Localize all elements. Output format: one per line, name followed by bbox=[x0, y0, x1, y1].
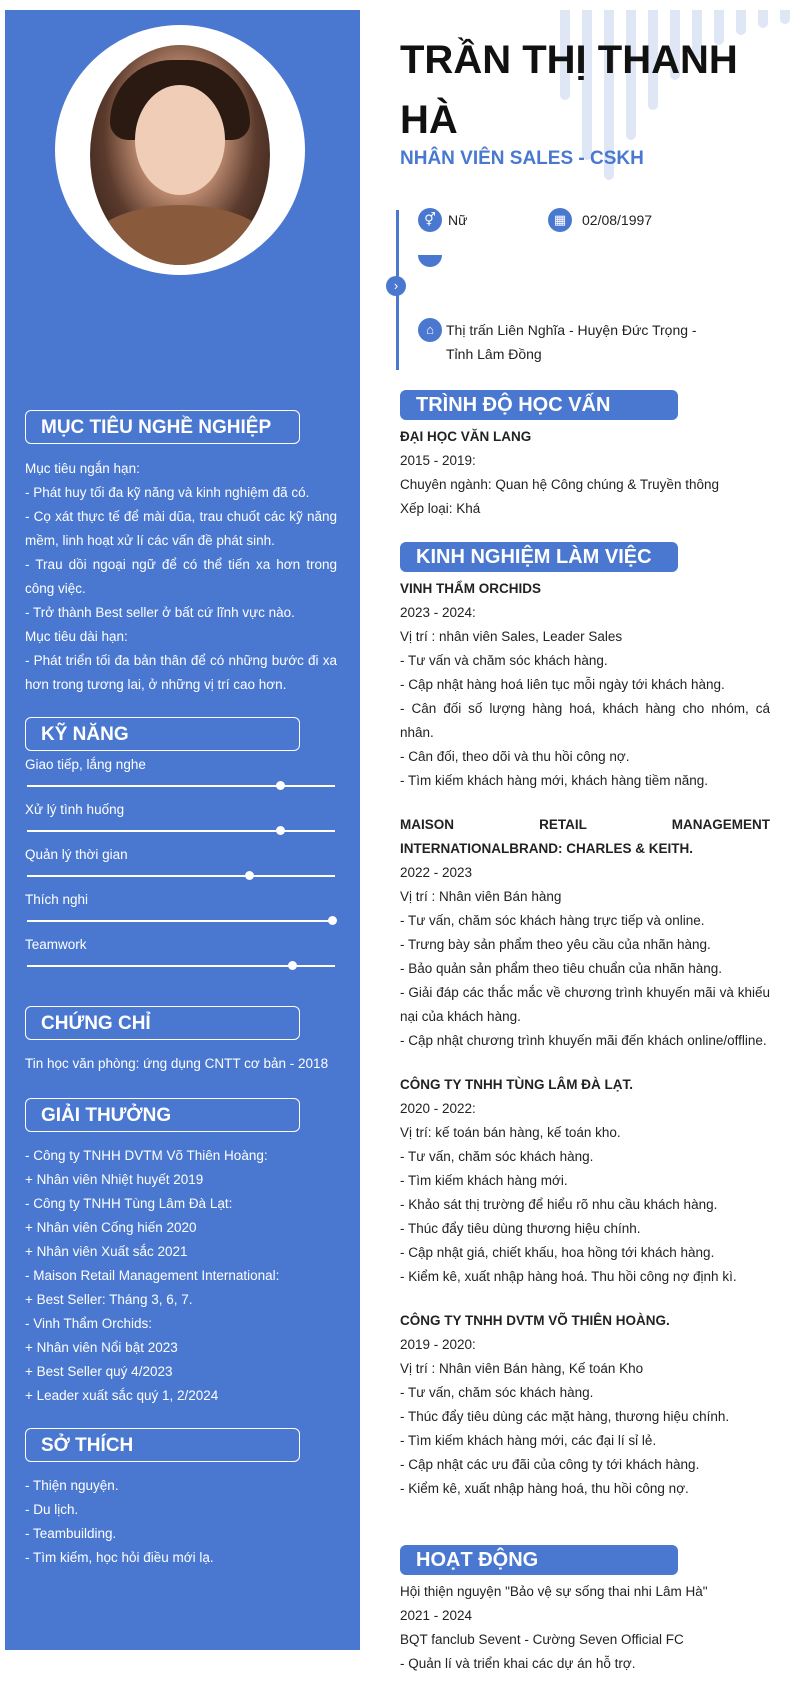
profile-photo bbox=[90, 45, 270, 265]
dob-value: 02/08/1997 bbox=[582, 212, 653, 228]
objective-title: MỤC TIÊU NGHỀ NGHIỆP bbox=[25, 410, 300, 444]
hobby-line: - Teambuilding. bbox=[25, 1526, 117, 1541]
experience-line: 2023 - 2024: bbox=[400, 605, 476, 620]
chevron-right-icon[interactable]: › bbox=[386, 276, 406, 296]
skill-item bbox=[25, 892, 337, 907]
home-icon: ⌂ bbox=[418, 318, 442, 342]
experience-line: - Cập nhật giá, chiết khấu, hoa hồng tới khách hàng. bbox=[400, 1245, 715, 1260]
experience-line: Vị trí: kế toán bán hàng, kế toán kho. bbox=[400, 1125, 621, 1140]
company-name: VINH THẨM ORCHIDS bbox=[400, 581, 541, 596]
school-name: ĐẠI HỌC VĂN LANG bbox=[400, 429, 532, 444]
hobby-line: - Thiện nguyện. bbox=[25, 1478, 119, 1493]
objective-text bbox=[25, 457, 337, 697]
award-line: + Best Seller: Tháng 3, 6, 7. bbox=[25, 1292, 193, 1307]
skill-bar bbox=[27, 965, 335, 967]
award-line: + Nhân viên Nhiệt huyết 2019 bbox=[25, 1172, 204, 1187]
certificates-title: CHỨNG CHỈ bbox=[25, 1006, 300, 1040]
avatar bbox=[55, 25, 305, 275]
decorative-bar bbox=[758, 10, 768, 28]
skill-level-knob bbox=[276, 781, 285, 790]
education-line: Chuyên ngành: Quan hệ Công chúng & Truyền thông bbox=[400, 477, 719, 492]
experience-text bbox=[400, 577, 770, 1501]
skill-bar bbox=[27, 875, 335, 877]
award-line: + Nhân viên Cống hiến 2020 bbox=[25, 1220, 197, 1235]
education-text bbox=[400, 425, 770, 521]
experience-title: KINH NGHIỆM LÀM VIỆC bbox=[400, 542, 678, 572]
experience-line: - Kiểm kê, xuất nhập hàng hoá. Thu hồi công nợ định kì. bbox=[400, 1269, 737, 1284]
skill-label: Quản lý thời gian bbox=[25, 847, 128, 862]
skill-label: Thích nghi bbox=[25, 892, 89, 907]
experience-line: - Cập nhật chương trình khuyến mãi đến khách online/offline. bbox=[400, 1033, 767, 1048]
experience-line: 2020 - 2022: bbox=[400, 1101, 476, 1116]
skills-title: KỸ NĂNG bbox=[25, 717, 300, 751]
education-title: TRÌNH ĐỘ HỌC VẤN bbox=[400, 390, 678, 420]
experience-line: - Cân đối, theo dõi và thu hồi công nợ. bbox=[400, 749, 630, 764]
address-value: Thị trấn Liên Nghĩa - Huyện Đức Trọng - Tỉnh Lâm Đồng bbox=[446, 322, 697, 362]
job-title: NHÂN VIÊN SALES - CSKH bbox=[400, 148, 644, 169]
gender-value: Nữ bbox=[448, 212, 468, 228]
activity-line: - Quản lí và triển khai các dự án hỗ trợ. bbox=[400, 1656, 636, 1671]
skill-bar bbox=[27, 830, 335, 832]
education-line: Xếp loại: Khá bbox=[400, 501, 481, 516]
hobbies-title: SỞ THÍCH bbox=[25, 1428, 300, 1462]
hobbies-text bbox=[25, 1474, 337, 1570]
experience-line: 2022 - 2023 bbox=[400, 865, 473, 880]
experience-line: - Tìm kiếm khách hàng mới. bbox=[400, 1173, 568, 1188]
skill-level-knob bbox=[276, 826, 285, 835]
activity-line: 2021 - 2024 bbox=[400, 1608, 473, 1623]
experience-line: - Tìm kiếm khách hàng mới, các đại lí sỉ lẻ. bbox=[400, 1433, 657, 1448]
skill-item bbox=[25, 757, 337, 772]
experience-line: - Tư vấn, chăm sóc khách hàng. bbox=[400, 1385, 594, 1400]
skill-label: Xử lý tình huống bbox=[25, 802, 125, 817]
experience-line: - Khảo sát thị trường để hiểu rõ nhu cầu khách hàng. bbox=[400, 1197, 718, 1212]
award-line: + Nhân viên Nổi bật 2023 bbox=[25, 1340, 178, 1355]
calendar-icon: ▦ bbox=[548, 208, 572, 232]
activity-line: BQT fanclub Sevent - Cường Seven Official FC bbox=[400, 1632, 684, 1647]
experience-line: - Cập nhật các ưu đãi của công ty tới khách hàng. bbox=[400, 1457, 700, 1472]
skill-bar bbox=[27, 785, 335, 787]
skill-item bbox=[25, 802, 337, 817]
activities-text bbox=[400, 1580, 770, 1676]
experience-line: - Kiểm kê, xuất nhập hàng hoá, thu hồi công nợ. bbox=[400, 1481, 689, 1496]
objective-line: Mục tiêu ngắn hạn: bbox=[25, 461, 140, 476]
company-name: CÔNG TY TNHH DVTM VÕ THIÊN HOÀNG. bbox=[400, 1313, 670, 1328]
candidate-name: TRẦN THỊ THANH HÀ bbox=[400, 38, 738, 142]
objective-line: - Trau dồi ngoại ngữ để có thể tiến xa hơn trong công việc. bbox=[25, 557, 337, 596]
experience-line: - Tư vấn và chăm sóc khách hàng. bbox=[400, 653, 608, 668]
experience-line: - Cập nhật hàng hoá liên tục mỗi ngày tới khách hàng. bbox=[400, 677, 725, 692]
experience-line: Vị trí : Nhân viên Bán hàng bbox=[400, 889, 562, 904]
decorative-bar bbox=[780, 10, 790, 24]
experience-line: - Bảo quản sản phẩm theo tiêu chuẩn của nhãn hàng. bbox=[400, 961, 722, 976]
skill-level-knob bbox=[328, 916, 337, 925]
experience-line: Vị trí : Nhân viên Bán hàng, Kế toán Kho bbox=[400, 1361, 644, 1376]
hobby-line: - Du lịch. bbox=[25, 1502, 79, 1517]
experience-line: Vị trí : nhân viên Sales, Leader Sales bbox=[400, 629, 623, 644]
experience-line: - Thúc đẩy tiêu dùng các mặt hàng, thương hiệu chính. bbox=[400, 1409, 730, 1424]
awards-title: GIẢI THƯỞNG bbox=[25, 1098, 300, 1132]
skill-level-knob bbox=[245, 871, 254, 880]
award-line: - Công ty TNHH Tùng Lâm Đà Lạt: bbox=[25, 1196, 233, 1211]
skill-label: Giao tiếp, lắng nghe bbox=[25, 757, 146, 772]
award-line: + Leader xuất sắc quý 1, 2/2024 bbox=[25, 1388, 219, 1403]
award-line: + Best Seller quý 4/2023 bbox=[25, 1364, 173, 1379]
hobby-line: - Tìm kiếm, học hỏi điều mới lạ. bbox=[25, 1550, 214, 1565]
company-name: CÔNG TY TNHH TÙNG LÂM ĐÀ LẠT. bbox=[400, 1077, 633, 1092]
gender-icon: ⚥ bbox=[418, 208, 442, 232]
company-name: MAISON RETAIL MANAGEMENT INTERNATIONALBRAND: CHARLES & KEITH. bbox=[400, 817, 770, 856]
award-line: + Nhân viên Xuất sắc 2021 bbox=[25, 1244, 188, 1259]
objective-line: - Phát huy tối đa kỹ năng và kinh nghiệm đã có. bbox=[25, 485, 310, 500]
award-line: - Vinh Thẩm Orchids: bbox=[25, 1316, 153, 1331]
awards-text bbox=[25, 1144, 337, 1408]
skill-bar bbox=[27, 920, 335, 922]
experience-line: - Trưng bày sản phẩm theo yêu cầu của nhãn hàng. bbox=[400, 937, 711, 952]
education-line: 2015 - 2019: bbox=[400, 453, 476, 468]
experience-line: 2019 - 2020: bbox=[400, 1337, 476, 1352]
experience-line: - Tìm kiếm khách hàng mới, khách hàng tiềm năng. bbox=[400, 773, 709, 788]
activity-line: Hội thiện nguyện "Bảo vệ sự sống thai nhi Lâm Hà" bbox=[400, 1584, 708, 1599]
info-icon bbox=[418, 255, 442, 267]
experience-line: - Thúc đẩy tiêu dùng thương hiệu chính. bbox=[400, 1221, 641, 1236]
objective-line: - Trở thành Best seller ở bất cứ lĩnh vực nào. bbox=[25, 605, 295, 620]
skill-item bbox=[25, 937, 337, 952]
skill-label: Teamwork bbox=[25, 937, 87, 952]
experience-line: - Tư vấn, chăm sóc khách hàng trực tiếp và online. bbox=[400, 913, 705, 928]
experience-line: - Cân đối số lượng hàng hoá, khách hàng cho nhóm, cá nhân. bbox=[400, 701, 770, 740]
experience-line: - Tư vấn, chăm sóc khách hàng. bbox=[400, 1149, 594, 1164]
certificate-line: Tin học văn phòng: ứng dụng CNTT cơ bản - 2018 bbox=[25, 1056, 329, 1071]
objective-line: Mục tiêu dài hạn: bbox=[25, 629, 128, 644]
award-line: - Công ty TNHH DVTM Võ Thiên Hoàng: bbox=[25, 1148, 268, 1163]
certificates-text bbox=[25, 1052, 337, 1076]
skill-item bbox=[25, 847, 337, 862]
activities-title: HOẠT ĐỘNG bbox=[400, 1545, 678, 1575]
award-line: - Maison Retail Management International: bbox=[25, 1268, 280, 1283]
objective-line: - Phát triển tối đa bản thân để có những bước đi xa hơn trong tương lai, ở những vị trí cao hơn. bbox=[25, 653, 337, 692]
experience-line: - Giải đáp các thắc mắc về chương trình khuyến mãi và khiếu nại của khách hàng. bbox=[400, 985, 770, 1024]
skill-level-knob bbox=[288, 961, 297, 970]
objective-line: - Cọ xát thực tế để mài dũa, trau chuốt các kỹ năng mềm, linh hoạt xử lí các vấn đề phát sinh. bbox=[25, 509, 337, 548]
